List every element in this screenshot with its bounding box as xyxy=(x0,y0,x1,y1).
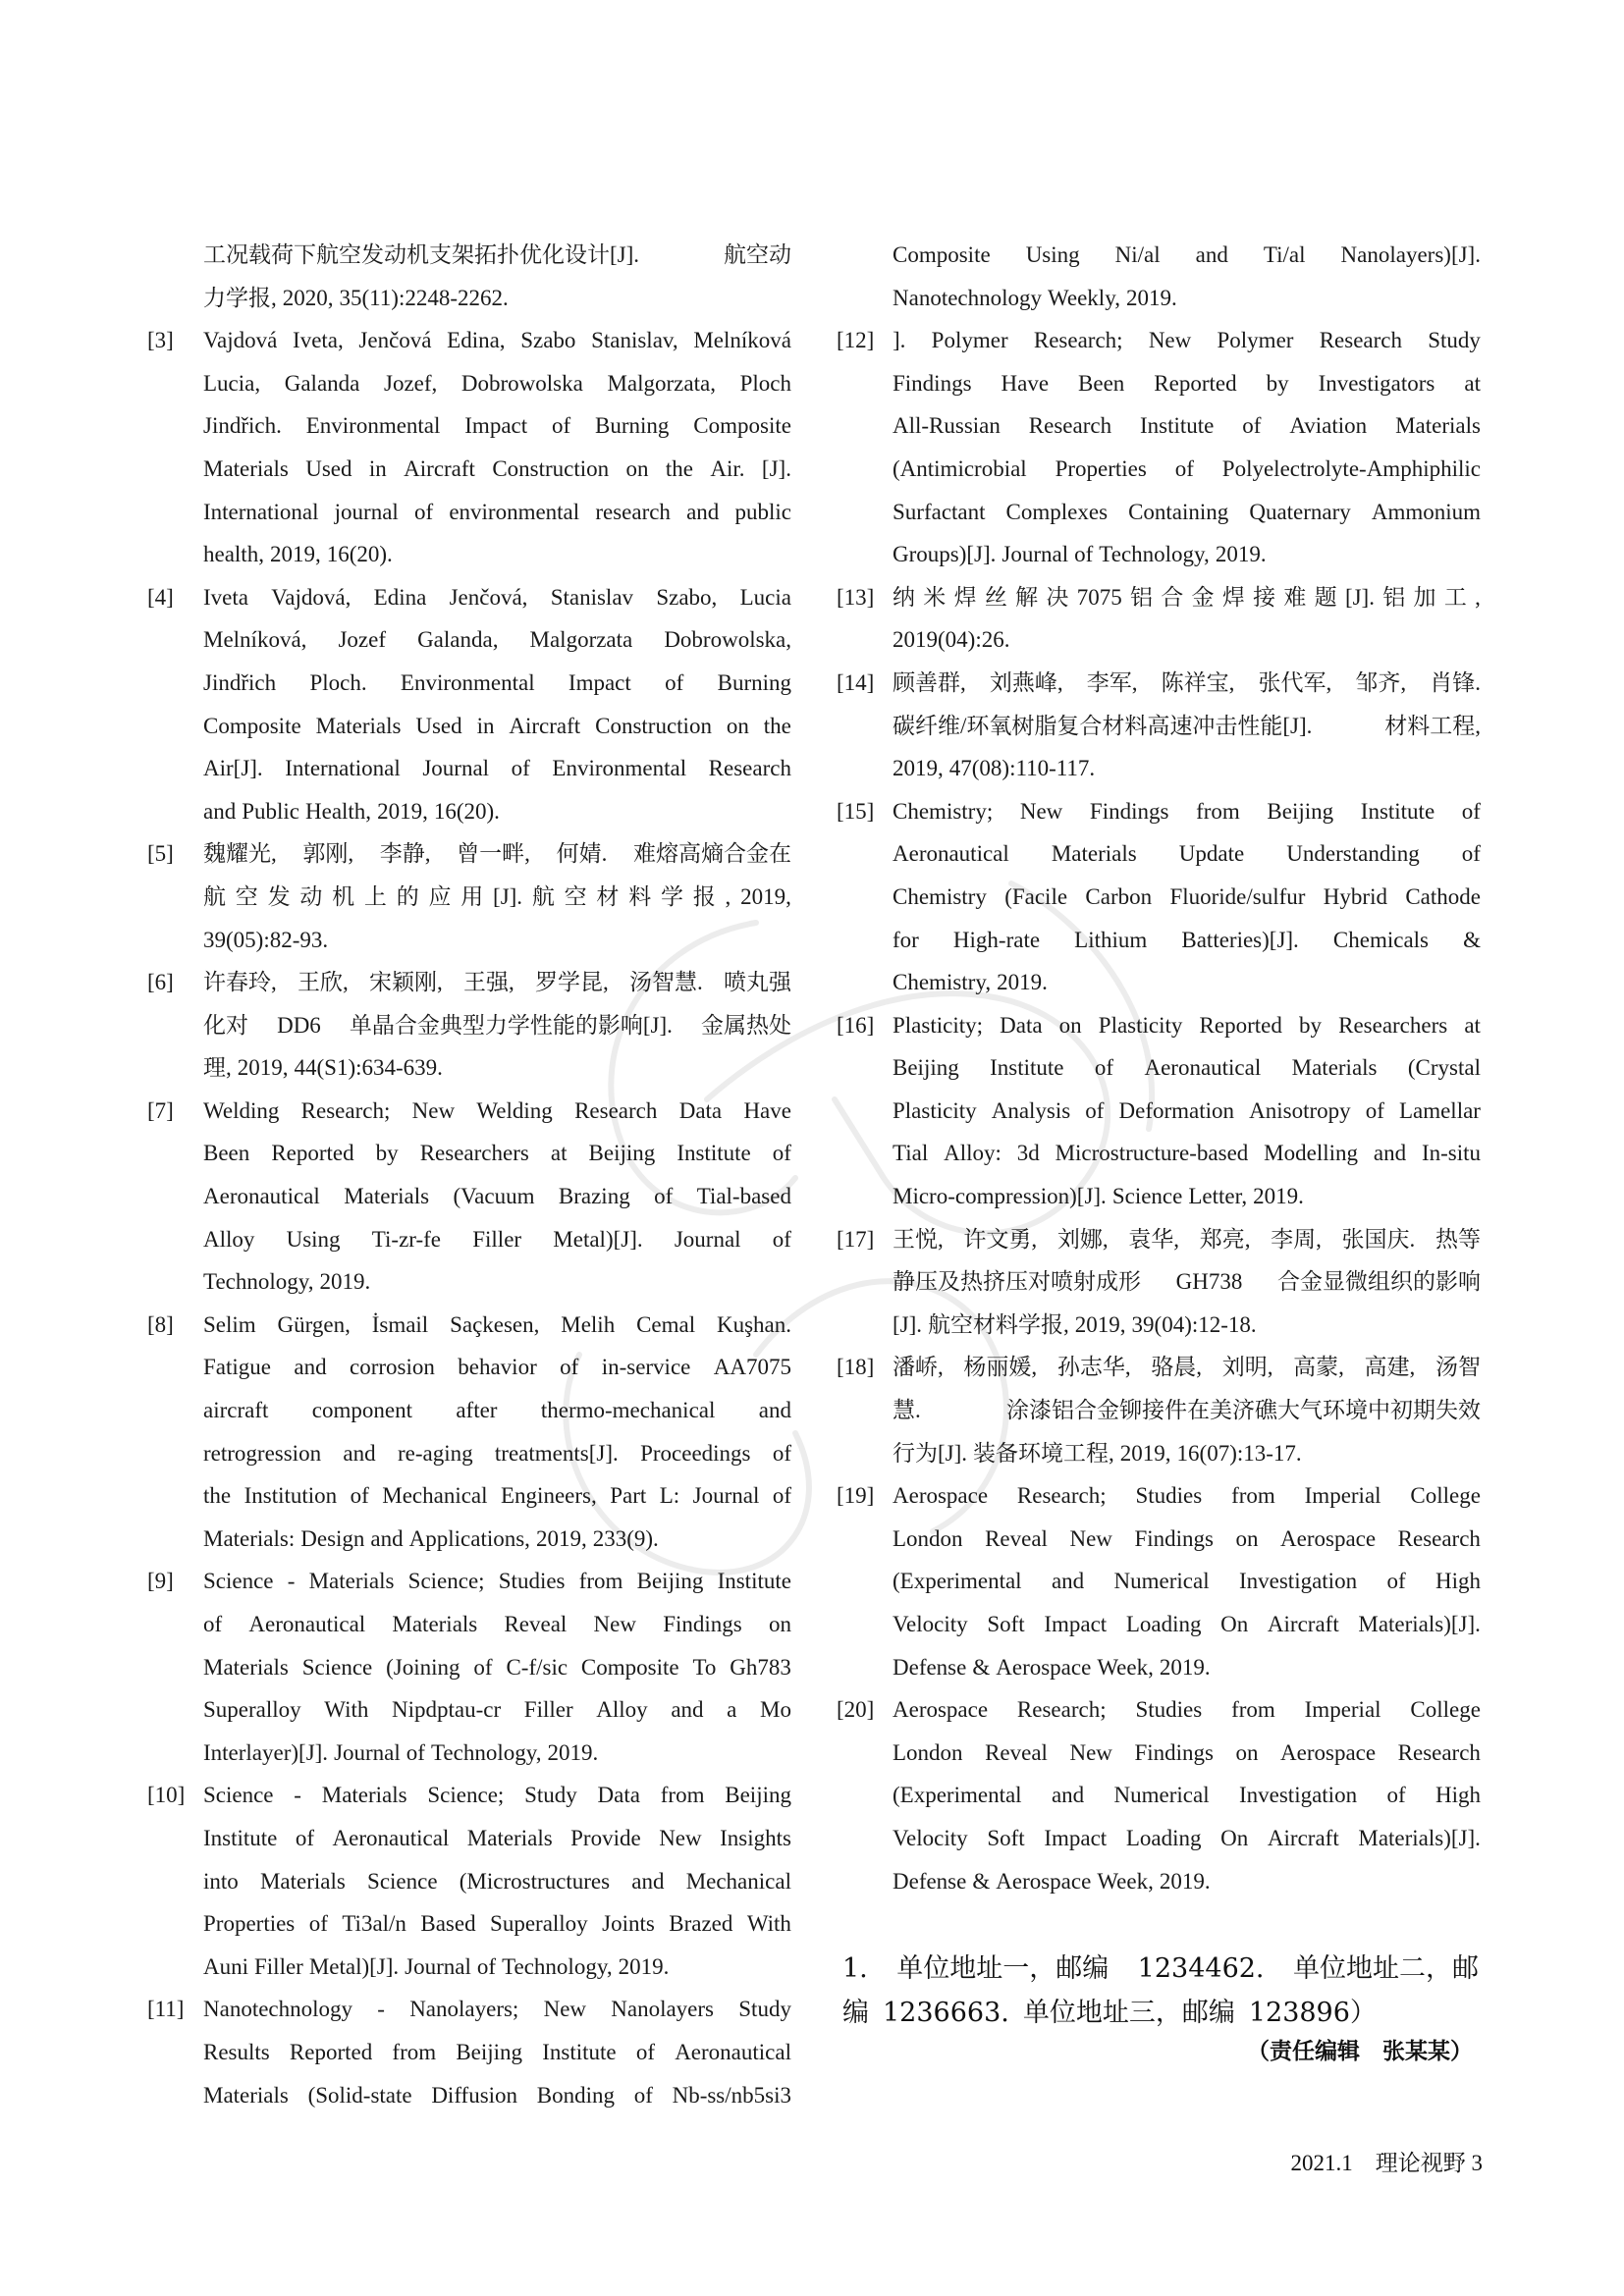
text-line: the Institution of Mechanical Engineers, Part L: Journal of xyxy=(203,1483,791,1509)
reference-number: [17] xyxy=(837,1226,875,1252)
text-line: aircraft component after thermo-mechanical and xyxy=(203,1398,791,1423)
text-line: Superalloy With Nipdptau-cr Filler Alloy and a Mo xyxy=(203,1697,791,1723)
text-line: 许春玲, 王欣, 宋颖刚, 王强, 罗学昆, 汤智慧. 喷丸强 xyxy=(203,970,791,995)
text-line: Aeronautical Materials (Vacuum Brazing of Tial-based xyxy=(203,1184,791,1209)
reference-entry xyxy=(147,1774,791,1988)
text-line: ]. Polymer Research; New Polymer Research Study xyxy=(893,328,1481,353)
text-line: Selim Gürgen, İsmail Saçkesen, Melih Cemal Kuşhan. xyxy=(203,1311,791,1337)
text-line: Plasticity; Data on Plasticity Reported by Researchers at xyxy=(893,1012,1481,1038)
text-line: and Public Health, 2019, 16(20). xyxy=(203,798,500,824)
text-line: Surfactant Complexes Containing Quaternary Ammonium xyxy=(893,499,1481,524)
text-line: Tial Alloy: 3d Microstructure-based Modelling and In-situ xyxy=(893,1141,1481,1166)
text-line: Vajdová Iveta, Jenčová Edina, Szabo Stanislav, Melníková xyxy=(203,328,791,353)
text-line: Iveta Vajdová, Edina Jenčová, Stanislav Szabo, Lucia xyxy=(203,584,791,610)
reference-entry xyxy=(147,576,791,833)
text-line: 理, 2019, 44(S1):634-639. xyxy=(203,1055,443,1081)
text-line: Technology, 2019. xyxy=(203,1269,371,1295)
text-line: Composite Using Ni/al and Ti/al Nanolayers)[J]. xyxy=(893,242,1481,267)
reference-text xyxy=(203,319,791,576)
text-line: Properties of Ti3al/n Based Superalloy Joints Brazed With xyxy=(203,1911,791,1937)
references-left-column xyxy=(147,234,791,2116)
reference-text xyxy=(893,662,1481,790)
text-line: Plasticity Analysis of Deformation Anisotropy of Lamellar xyxy=(893,1097,1481,1123)
text-line: Micro-compression)[J]. Science Letter, 2019. xyxy=(893,1184,1304,1209)
text-line: 行为[J]. 装备环境工程, 2019, 16(07):13-17. xyxy=(893,1440,1302,1466)
text-line: London Reveal New Findings on Aerospace Research xyxy=(893,1525,1481,1551)
reference-entry xyxy=(837,1346,1481,1474)
text-line: Defense & Aerospace Week, 2019. xyxy=(893,1654,1211,1680)
text-line: Velocity Soft Impact Loading On Aircraft Materials)[J]. xyxy=(893,1612,1481,1636)
text-line: Nanotechnology - Nanolayers; New Nanolayers Study xyxy=(203,1997,791,2022)
text-line: Jindřich. Environmental Impact of Burning Composite xyxy=(203,413,791,439)
reference-entry xyxy=(147,961,791,1090)
reference-number: [13] xyxy=(837,584,875,610)
text-line: 纳 米 焊 丝 解 决 7075 铝 合 金 焊 接 难 题 [J]. 铝 加 工 , xyxy=(893,584,1481,610)
text-line: Chemistry (Facile Carbon Fluoride/sulfur Hybrid Cathode xyxy=(893,883,1481,909)
text-line: Materials: Design and Applications, 2019, 233(9). xyxy=(203,1525,659,1551)
text-line: Nanotechnology Weekly, 2019. xyxy=(893,285,1177,310)
reference-entry xyxy=(147,234,791,319)
text-line: Fatigue and corrosion behavior of in-service AA7075 xyxy=(203,1355,791,1380)
reference-number: [8] xyxy=(147,1311,174,1337)
text-line: Jindřich Ploch. Environmental Impact of Burning xyxy=(203,669,791,695)
text-line: Lucia, Galanda Jozef, Dobrowolska Malgorzata, Ploch xyxy=(203,370,791,396)
text-line: Melníková, Jozef Galanda, Malgorzata Dobrowolska, xyxy=(203,627,791,653)
reference-number: [15] xyxy=(837,798,875,824)
reference-entry xyxy=(147,832,791,961)
reference-number: [9] xyxy=(147,1569,174,1594)
text-line: Materials Science (Joining of C-f/sic Composite To Gh783 xyxy=(203,1654,791,1680)
text-line: Groups)[J]. Journal of Technology, 2019. xyxy=(893,542,1267,567)
text-line: 潘峤, 杨丽媛, 孙志华, 骆晨, 刘明, 高蒙, 高建, 汤智 xyxy=(893,1355,1481,1380)
responsible-editor: （责任编辑 张某某） xyxy=(1247,2039,1473,2064)
reference-text xyxy=(893,1474,1481,1688)
reference-entry xyxy=(837,234,1481,319)
reference-number: [11] xyxy=(147,1997,185,2022)
text-line: (Experimental and Numerical Investigation of High xyxy=(893,1783,1481,1808)
reference-entry xyxy=(147,1304,791,1561)
reference-text xyxy=(203,832,791,961)
reference-entry xyxy=(837,1004,1481,1218)
reference-text xyxy=(203,1304,791,1561)
text-line: Beijing Institute of Aeronautical Materials (Crystal xyxy=(893,1055,1481,1081)
reference-number: [4] xyxy=(147,584,174,610)
reference-text xyxy=(893,1218,1481,1347)
reference-number: [6] xyxy=(147,970,174,995)
text-line: Welding Research; New Welding Research Data Have xyxy=(203,1097,791,1123)
reference-entry xyxy=(837,662,1481,790)
text-line: Alloy Using Ti-zr-fe Filler Metal)[J]. Journal of xyxy=(203,1226,791,1252)
text-line: Materials Used in Aircraft Construction on the Air. [J]. xyxy=(203,455,791,481)
reference-entry xyxy=(147,1560,791,1774)
text-line: Science - Materials Science; Studies from Beijing Institute xyxy=(203,1569,791,1594)
reference-number: [19] xyxy=(837,1483,875,1509)
text-line: Auni Filler Metal)[J]. Journal of Technology, 2019. xyxy=(203,1953,670,1979)
text-line: 碳纤维/环氧树脂复合材料高速冲击性能[J]. 材料工程, xyxy=(893,713,1481,738)
text-line: (Experimental and Numerical Investigation of High xyxy=(893,1569,1481,1594)
text-line: 慧. 涂漆铝合金铆接件在美济礁大气环境中初期失效 xyxy=(893,1398,1481,1423)
page-footer xyxy=(1237,2146,1483,2181)
text-line: Materials (Solid-state Diffusion Bonding of Nb-ss/nb5si3 xyxy=(203,2082,791,2108)
text-line: 2019(04):26. xyxy=(893,627,1010,653)
text-line: 工况载荷下航空发动机支架拓扑优化设计[J]. 航空动 xyxy=(203,242,791,267)
text-line: 航 空 发 动 机 上 的 应 用 [J]. 航 空 材 料 学 报 , 2019, xyxy=(203,883,791,909)
reference-number: [12] xyxy=(837,328,875,353)
reference-number: [3] xyxy=(147,328,174,353)
reference-number: [7] xyxy=(147,1097,174,1123)
reference-number: [20] xyxy=(837,1697,875,1723)
author-affiliation xyxy=(842,1947,1479,2035)
text-line: Chemistry; New Findings from Beijing Institute of xyxy=(893,798,1481,824)
text-line: 王悦, 许文勇, 刘娜, 袁华, 郑亮, 李周, 张国庆. 热等 xyxy=(893,1226,1481,1252)
reference-text xyxy=(203,1988,791,2116)
reference-number: [16] xyxy=(837,1012,875,1038)
text-line: into Materials Science (Microstructures and Mechanical xyxy=(203,1868,791,1894)
text-line: retrogression and re-aging treatments[J]. Proceedings of xyxy=(203,1440,791,1466)
text-line: Results Reported from Beijing Institute of Aeronautical xyxy=(203,2039,791,2064)
text-line: 魏耀光, 郭刚, 李静, 曾一畔, 何婧. 难熔高熵合金在 xyxy=(203,841,791,867)
text-line: 39(05):82-93. xyxy=(203,927,329,952)
text-line: Interlayer)[J]. Journal of Technology, 2019. xyxy=(203,1739,599,1765)
reference-number: [14] xyxy=(837,669,875,695)
text-line: 2019, 47(08):110-117. xyxy=(893,756,1096,781)
footer-column-title: 理论视野 xyxy=(1375,2151,1466,2175)
text-line: Defense & Aerospace Week, 2019. xyxy=(893,1868,1211,1894)
text-line: Air[J]. International Journal of Environmental Research xyxy=(203,756,791,781)
text-line: 编 1236663. 单位地址三，邮编 123896） xyxy=(842,1998,1377,2028)
reference-text xyxy=(203,1774,791,1988)
reference-entry xyxy=(837,319,1481,576)
reference-text xyxy=(203,1090,791,1304)
text-line: [J]. 航空材料学报, 2019, 39(04):12-18. xyxy=(893,1311,1257,1337)
text-line: for High-rate Lithium Batteries)[J]. Chemicals & xyxy=(893,927,1481,952)
text-line: Composite Materials Used in Aircraft Construction on the xyxy=(203,713,791,738)
reference-text xyxy=(893,234,1481,319)
footer-page-number: 3 xyxy=(1471,2151,1483,2175)
reference-entry xyxy=(837,790,1481,1004)
text-line: Institute of Aeronautical Materials Provide New Insights xyxy=(203,1825,791,1850)
reference-text xyxy=(893,1004,1481,1218)
text-line: health, 2019, 16(20). xyxy=(203,542,393,567)
text-line: London Reveal New Findings on Aerospace Research xyxy=(893,1739,1481,1765)
text-line: Aerospace Research; Studies from Imperial College xyxy=(893,1697,1481,1723)
reference-text xyxy=(893,576,1481,662)
reference-text xyxy=(893,319,1481,576)
reference-text xyxy=(203,1560,791,1774)
reference-text xyxy=(203,576,791,833)
text-line: Chemistry, 2019. xyxy=(893,970,1048,995)
text-line: Findings Have Been Reported by Investigators at xyxy=(893,370,1481,396)
reference-number: [10] xyxy=(147,1783,186,1808)
reference-entry xyxy=(837,1474,1481,1688)
reference-number: [5] xyxy=(147,841,174,867)
text-line: 化对 DD6 单晶合金典型力学性能的影响[J]. 金属热处 xyxy=(203,1012,791,1038)
reference-text xyxy=(203,234,791,319)
reference-entry xyxy=(147,1090,791,1304)
reference-number: [18] xyxy=(837,1355,875,1380)
text-line: International journal of environmental research and public xyxy=(203,499,791,524)
text-line: Aerospace Research; Studies from Imperial College xyxy=(893,1483,1481,1509)
text-line: All-Russian Research Institute of Aviation Materials xyxy=(893,413,1481,439)
text-line: Been Reported by Researchers at Beijing Institute of xyxy=(203,1141,791,1166)
reference-entry xyxy=(837,576,1481,662)
text-line: 静压及热挤压对喷射成形 GH738 合金显微组织的影响 xyxy=(893,1269,1481,1295)
footer-issue: 2021.1 xyxy=(1290,2151,1353,2175)
reference-entry xyxy=(147,1988,791,2116)
text-line: 力学报, 2020, 35(11):2248-2262. xyxy=(203,285,509,310)
reference-entry xyxy=(837,1218,1481,1347)
reference-text xyxy=(893,1346,1481,1474)
text-line: 顾善群, 刘燕峰, 李军, 陈祥宝, 张代军, 邹齐, 肖锋. xyxy=(893,669,1481,695)
text-line: (Antimicrobial Properties of Polyelectrolyte-Amphiphilic xyxy=(893,455,1481,481)
reference-text xyxy=(893,1688,1481,1902)
text-line: Velocity Soft Impact Loading On Aircraft Materials)[J]. xyxy=(893,1825,1481,1850)
reference-entry xyxy=(837,1688,1481,1902)
reference-entry xyxy=(147,319,791,576)
text-line: Science - Materials Science; Study Data from Beijing xyxy=(203,1783,791,1808)
text-line: Aeronautical Materials Update Understanding of xyxy=(893,841,1481,867)
reference-text xyxy=(203,961,791,1090)
reference-text xyxy=(893,790,1481,1004)
references-right-column xyxy=(837,234,1481,1902)
text-line: 1. 单位地址一，邮编 1234462. 单位地址二，邮 xyxy=(842,1953,1479,1984)
text-line: of Aeronautical Materials Reveal New Findings on xyxy=(203,1612,791,1636)
